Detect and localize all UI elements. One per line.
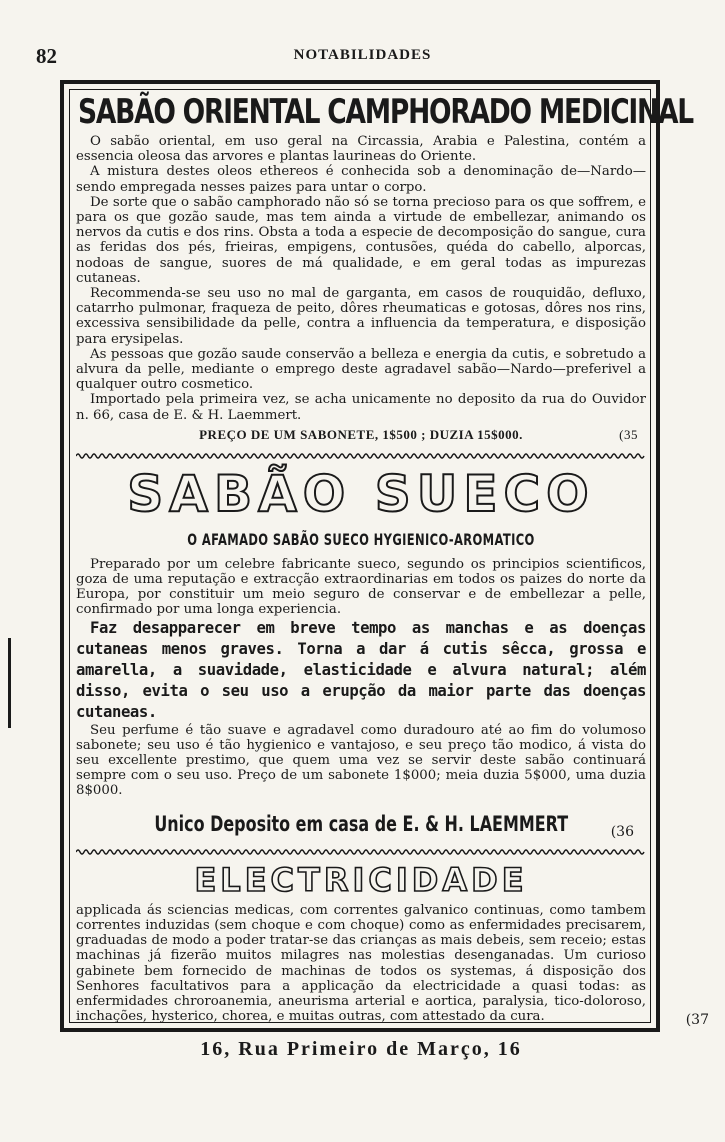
ad1-paragraph: Recommenda-se seu uso no mal de garganta, em casos de rouquidão, defluxo, catarrho pulmonar, fraqueza de peito, dôres rheumaticas e gotosas, dôres nos rins, excessiva sensibilidade da pelle, contra a influencia da temperatura, e disposição para erysipelas. xyxy=(76,286,646,347)
ad2-bold-paragraph: Faz desapparecer em breve tempo as manchas e as doenças cutaneas menos graves. Torna a dar á cutis sêcca, grossa e amarella, a suavidade, elasticidade e alvura natural; além disso, evita o seu uso a erupção da maior parte das doenças cutaneas. xyxy=(76,618,646,721)
ad2-ref-number: (36 xyxy=(610,823,634,840)
wavy-divider xyxy=(76,451,646,461)
binding-mark xyxy=(8,638,11,728)
page-number: 82 xyxy=(36,44,57,68)
ad1-price-line xyxy=(76,427,646,443)
ad1-paragraph: O sabão oriental, em uso geral na Circassia, Arabia e Palestina, contém a essencia oleosa das arvores e plantas laurineas do Oriente. xyxy=(76,134,646,165)
ad-electricidade xyxy=(76,861,646,1063)
ad3-ref-number: (37 xyxy=(685,1012,709,1028)
running-title: NOTABILIDADES xyxy=(293,47,432,63)
ad1-paragraph: A mistura destes oleos ethereos é conhecida sob a denominação de—Nardo—sendo empregada nesses paizes para untar o corpo. xyxy=(76,164,646,195)
ad1-paragraph: Importado pela primeira vez, se acha unicamente no deposito da rua do Ouvidor n. 66, casa de E. & H. Laemmert. xyxy=(76,392,646,423)
page-header xyxy=(0,44,725,70)
ad2-title: SABÃO SUECO xyxy=(127,464,595,523)
ad1-paragraph: De sorte que o sabão camphorado não só se torna precioso para os que soffrem, e para os que gozão saude, mas tem ainda a virtude de embellezar, animando os nervos da cutis e dos rins. Obsta a toda a especie de decomposição do sangue, cura as feridas dos pés, frieiras, empigens, contusões, quéda do cabello, alporcas, nodoas de sangue, suores de má qualidade, e em geral todas as impurezas cutaneas. xyxy=(76,194,646,286)
ad2-paragraph: Seu perfume é tão suave e agradavel como duradouro até ao fim do volumoso sabonete; seu uso é tão hygienico e vantajoso, e seu preço tão modico, á vista do seu excellente prestimo, que quem uma vez se servir deste sabão continuará sempre com o seu uso. Preço de um sabonete 1$000; meia duzia 5$000, uma duzia 8$000. xyxy=(76,722,646,799)
wavy-divider xyxy=(76,847,646,857)
ad2-subtitle: O AFAMADO SABÃO SUECO HYGIENICO-AROMATICO xyxy=(187,529,535,549)
ad2-deposit: Unico Deposito em casa de E. & H. LAEMMERT xyxy=(154,811,568,836)
ad1-title: SABÃO ORIENTAL CAMPHORADO MEDICINAL xyxy=(78,92,693,132)
ad3-body: applicada ás sciencias medicas, com correntes galvanico continuas, como tambem correntes induzidas (sem choque e com choque) como as enfermidades precisarem, graduadas de modo a poder tratar-se das crianças as mais debeis, sem receio; estas machinas já fizerão muitos milagres nas molestias desenganadas. Um curioso gabinete bem fornecido de machinas de todos os systemas, á disposição dos Senhores facultativos para a applicação da electricidade a quasi todas: as enfermidades chroroanemia, aneurisma arterial e aortica, paralysia, tico-doloroso, inchações, hysterico, chorea, e muitas outras, com attestado da cura. xyxy=(76,902,646,1025)
ad1-paragraph: As pessoas que gozão saude conservão a belleza e energia da cutis, e sobretudo a alvura da pelle, mediante o emprego deste agradavel sabão—Nardo—preferivel a qualquer outro cosmetico. xyxy=(76,346,646,393)
ad-sabao-oriental xyxy=(76,92,693,443)
ad3-title: ELECTRICIDADE xyxy=(194,860,528,899)
ad-sabao-sueco xyxy=(76,465,646,839)
ad2-deposit-line xyxy=(76,809,646,839)
ad3-address: 16, Rua Primeiro de Março, 16 xyxy=(200,1038,522,1061)
ad1-ref-number: (35 xyxy=(619,426,638,442)
ad1-price: PREÇO DE UM SABONETE, 1$500 ; DUZIA 15$000. xyxy=(199,426,523,442)
advertisement-column xyxy=(76,92,693,1062)
ad2-paragraph: Preparado por um celebre fabricante sueco, segundo os principios scientificos, goza de uma reputação e extracção extraordinarias em todos os paizes do norte da Europa, por constituir um meio seguro de conservar e de embellezar a pelle, confirmado por uma longa experiencia. xyxy=(76,556,646,618)
